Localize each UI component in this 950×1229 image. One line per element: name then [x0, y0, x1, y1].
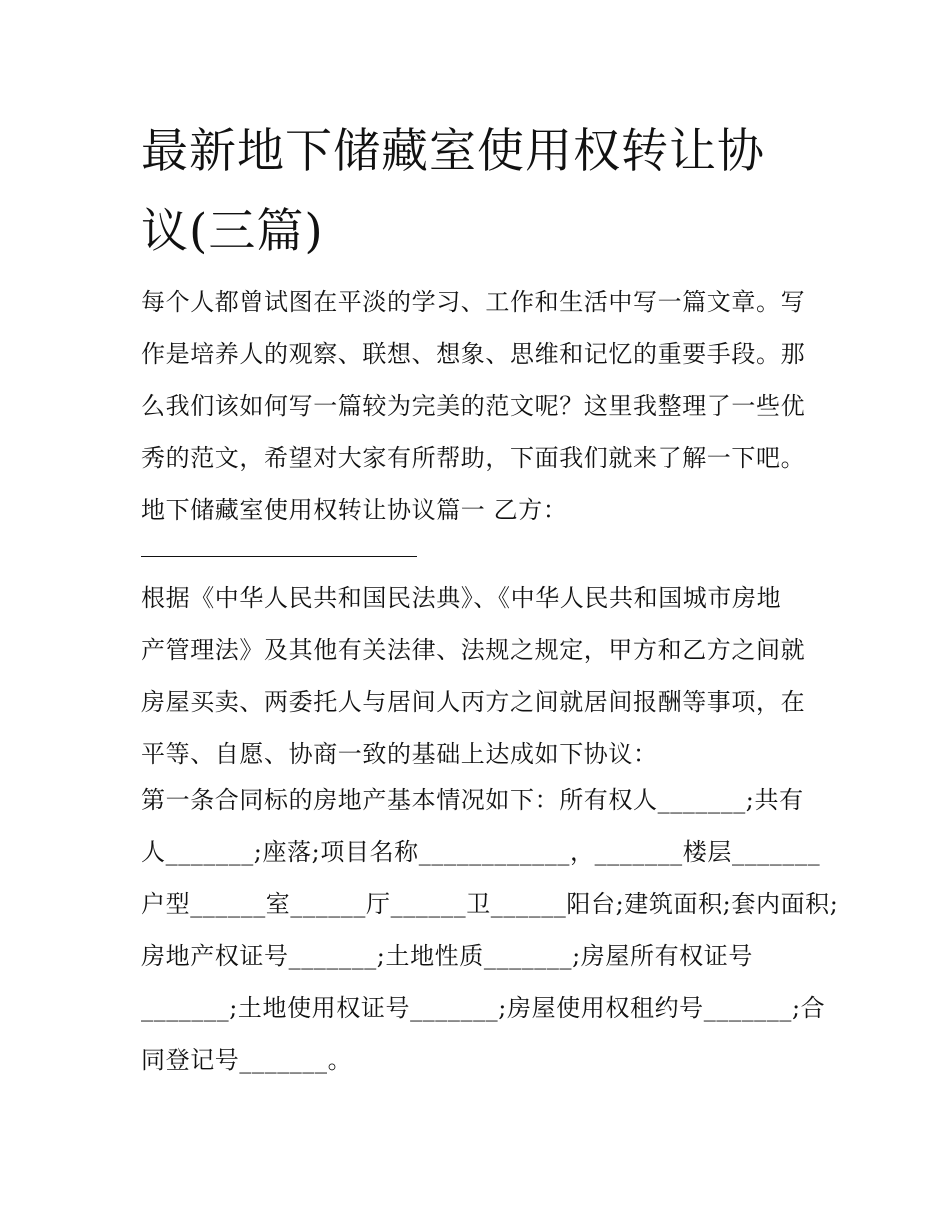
title-line: 最新地下储藏室使用权转让协: [141, 124, 765, 179]
document-title: [141, 112, 821, 272]
text-line: 秀的范文，希望对大家有所帮助，下面我们就来了解一下吧。: [141, 444, 806, 472]
text-line: 地下储藏室使用权转让协议篇一 乙方：: [141, 496, 568, 524]
text-line: 根据《中华人民共和国民法典》、《中华人民共和国城市房地: [141, 584, 782, 612]
title-line: 议(三篇): [141, 204, 324, 259]
text-line: 人_______;座落;项目名称____________，_______楼层_______: [141, 838, 821, 866]
text-line: 同登记号_______。: [141, 1046, 353, 1074]
text-line: 第一条合同标的房地产基本情况如下：所有权人_______;共有: [141, 786, 804, 814]
text-line: 平等、自愿、协商一致的基础上达成如下协议：: [141, 740, 658, 768]
text-line: 每个人都曾试图在平淡的学习、工作和生活中写一篇文章。写: [141, 288, 806, 316]
text-line: 户型______室______厅______卫______阳台;建筑面积;套内面积;: [141, 890, 839, 918]
intro-paragraph: [141, 276, 821, 536]
signature-blank-line: [141, 556, 417, 557]
text-line: 产管理法》及其他有关法律、法规之规定，甲方和乙方之间就: [141, 636, 806, 664]
text-line: 么我们该如何写一篇较为完美的范文呢？这里我整理了一些优: [141, 392, 806, 420]
text-line: _______;土地使用权证号_______;房屋使用权租约号_______;合: [141, 994, 826, 1022]
basis-paragraph: [141, 572, 821, 780]
text-line: 房地产权证号_______;土地性质_______;房屋所有权证号: [141, 942, 753, 970]
article-one-paragraph: [141, 774, 839, 1086]
text-line: 作是培养人的观察、联想、想象、思维和记忆的重要手段。那: [141, 340, 806, 368]
text-line: 房屋买卖、两委托人与居间人丙方之间就居间报酬等事项，在: [141, 688, 806, 716]
